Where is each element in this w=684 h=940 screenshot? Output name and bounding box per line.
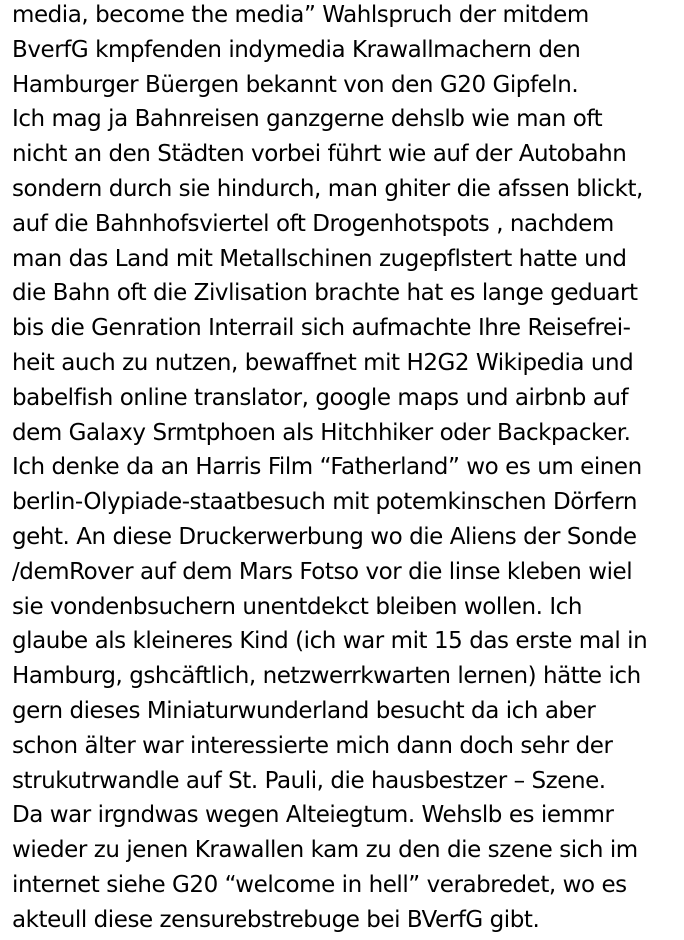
text-line: Hamburg, gshcäftlich, netzwerrkwarten lernen) hätte ich: [12, 663, 641, 690]
text-line: media, become the media” Wahlspruch der mitdem: [12, 2, 589, 28]
text-line: auf die Bahnhofsviertel oft Drogenhotspots , nachdem: [12, 210, 614, 237]
text-line: wieder zu jenen Krawallen kam zu den die szene sich im: [12, 837, 638, 864]
text-line: internet siehe G20 “welcome in hell” verabredet, wo es: [12, 871, 627, 898]
text-line: BverfG kmpfenden indymedia Krawallmachern den: [12, 36, 581, 63]
text-line: glaube als kleineres Kind (ich war mit 15 das erste mal in: [12, 628, 648, 655]
text-line: strukutrwandle auf St. Pauli, die hausbestzer – Szene.: [12, 767, 606, 794]
text-line: gern dieses Miniaturwunderland besucht da ich aber: [12, 697, 596, 724]
text-line: die Bahn oft die Zivlisation brachte hat es lange geduart: [12, 280, 638, 307]
text-line: akteull diese zensurebstrebuge bei BVerfG gibt.: [12, 906, 540, 933]
text-line: berlin-Olypiade-staatbesuch mit potemkinschen Dörfern: [12, 489, 637, 516]
text-line: schon älter war interessierte mich dann doch sehr der: [12, 732, 613, 759]
text-line: babelfish online translator, google maps und airbnb auf: [12, 384, 629, 411]
text-line: geht. An diese Druckerwerbung wo die Aliens der Sonde: [12, 523, 637, 550]
text-line: Ich mag ja Bahnreisen ganzgerne dehslb wie man oft: [12, 106, 603, 133]
text-line: bis die Genration Interrail sich aufmachte Ihre Reisefrei-: [12, 315, 631, 342]
text-line: Hamburger Büergen bekannt von den G20 Gipfeln.: [12, 71, 579, 98]
text-line: sie vondenbsuchern unentdekct bleiben wollen. Ich: [12, 593, 582, 620]
document-text-block: [12, 0, 680, 938]
text-line: man das Land mit Metallschinen zugepflstert hatte und: [12, 245, 627, 272]
text-line: heit auch zu nutzen, bewaffnet mit H2G2 Wikipedia und: [12, 349, 634, 376]
text-line: Da war irgndwas wegen Alteiegtum. Wehslb es iemmr: [12, 802, 614, 829]
text-line: dem Galaxy Srmtphoen als Hitchhiker oder Backpacker.: [12, 419, 631, 446]
text-line: /demRover auf dem Mars Fotso vor die linse kleben wiel: [12, 558, 633, 585]
text-line: sondern durch sie hindurch, man ghiter die afssen blickt,: [12, 175, 643, 202]
text-line: Ich denke da an Harris Film “Fatherland” wo es um einen: [12, 454, 642, 481]
text-line: nicht an den Städten vorbei führt wie auf der Autobahn: [12, 141, 627, 168]
